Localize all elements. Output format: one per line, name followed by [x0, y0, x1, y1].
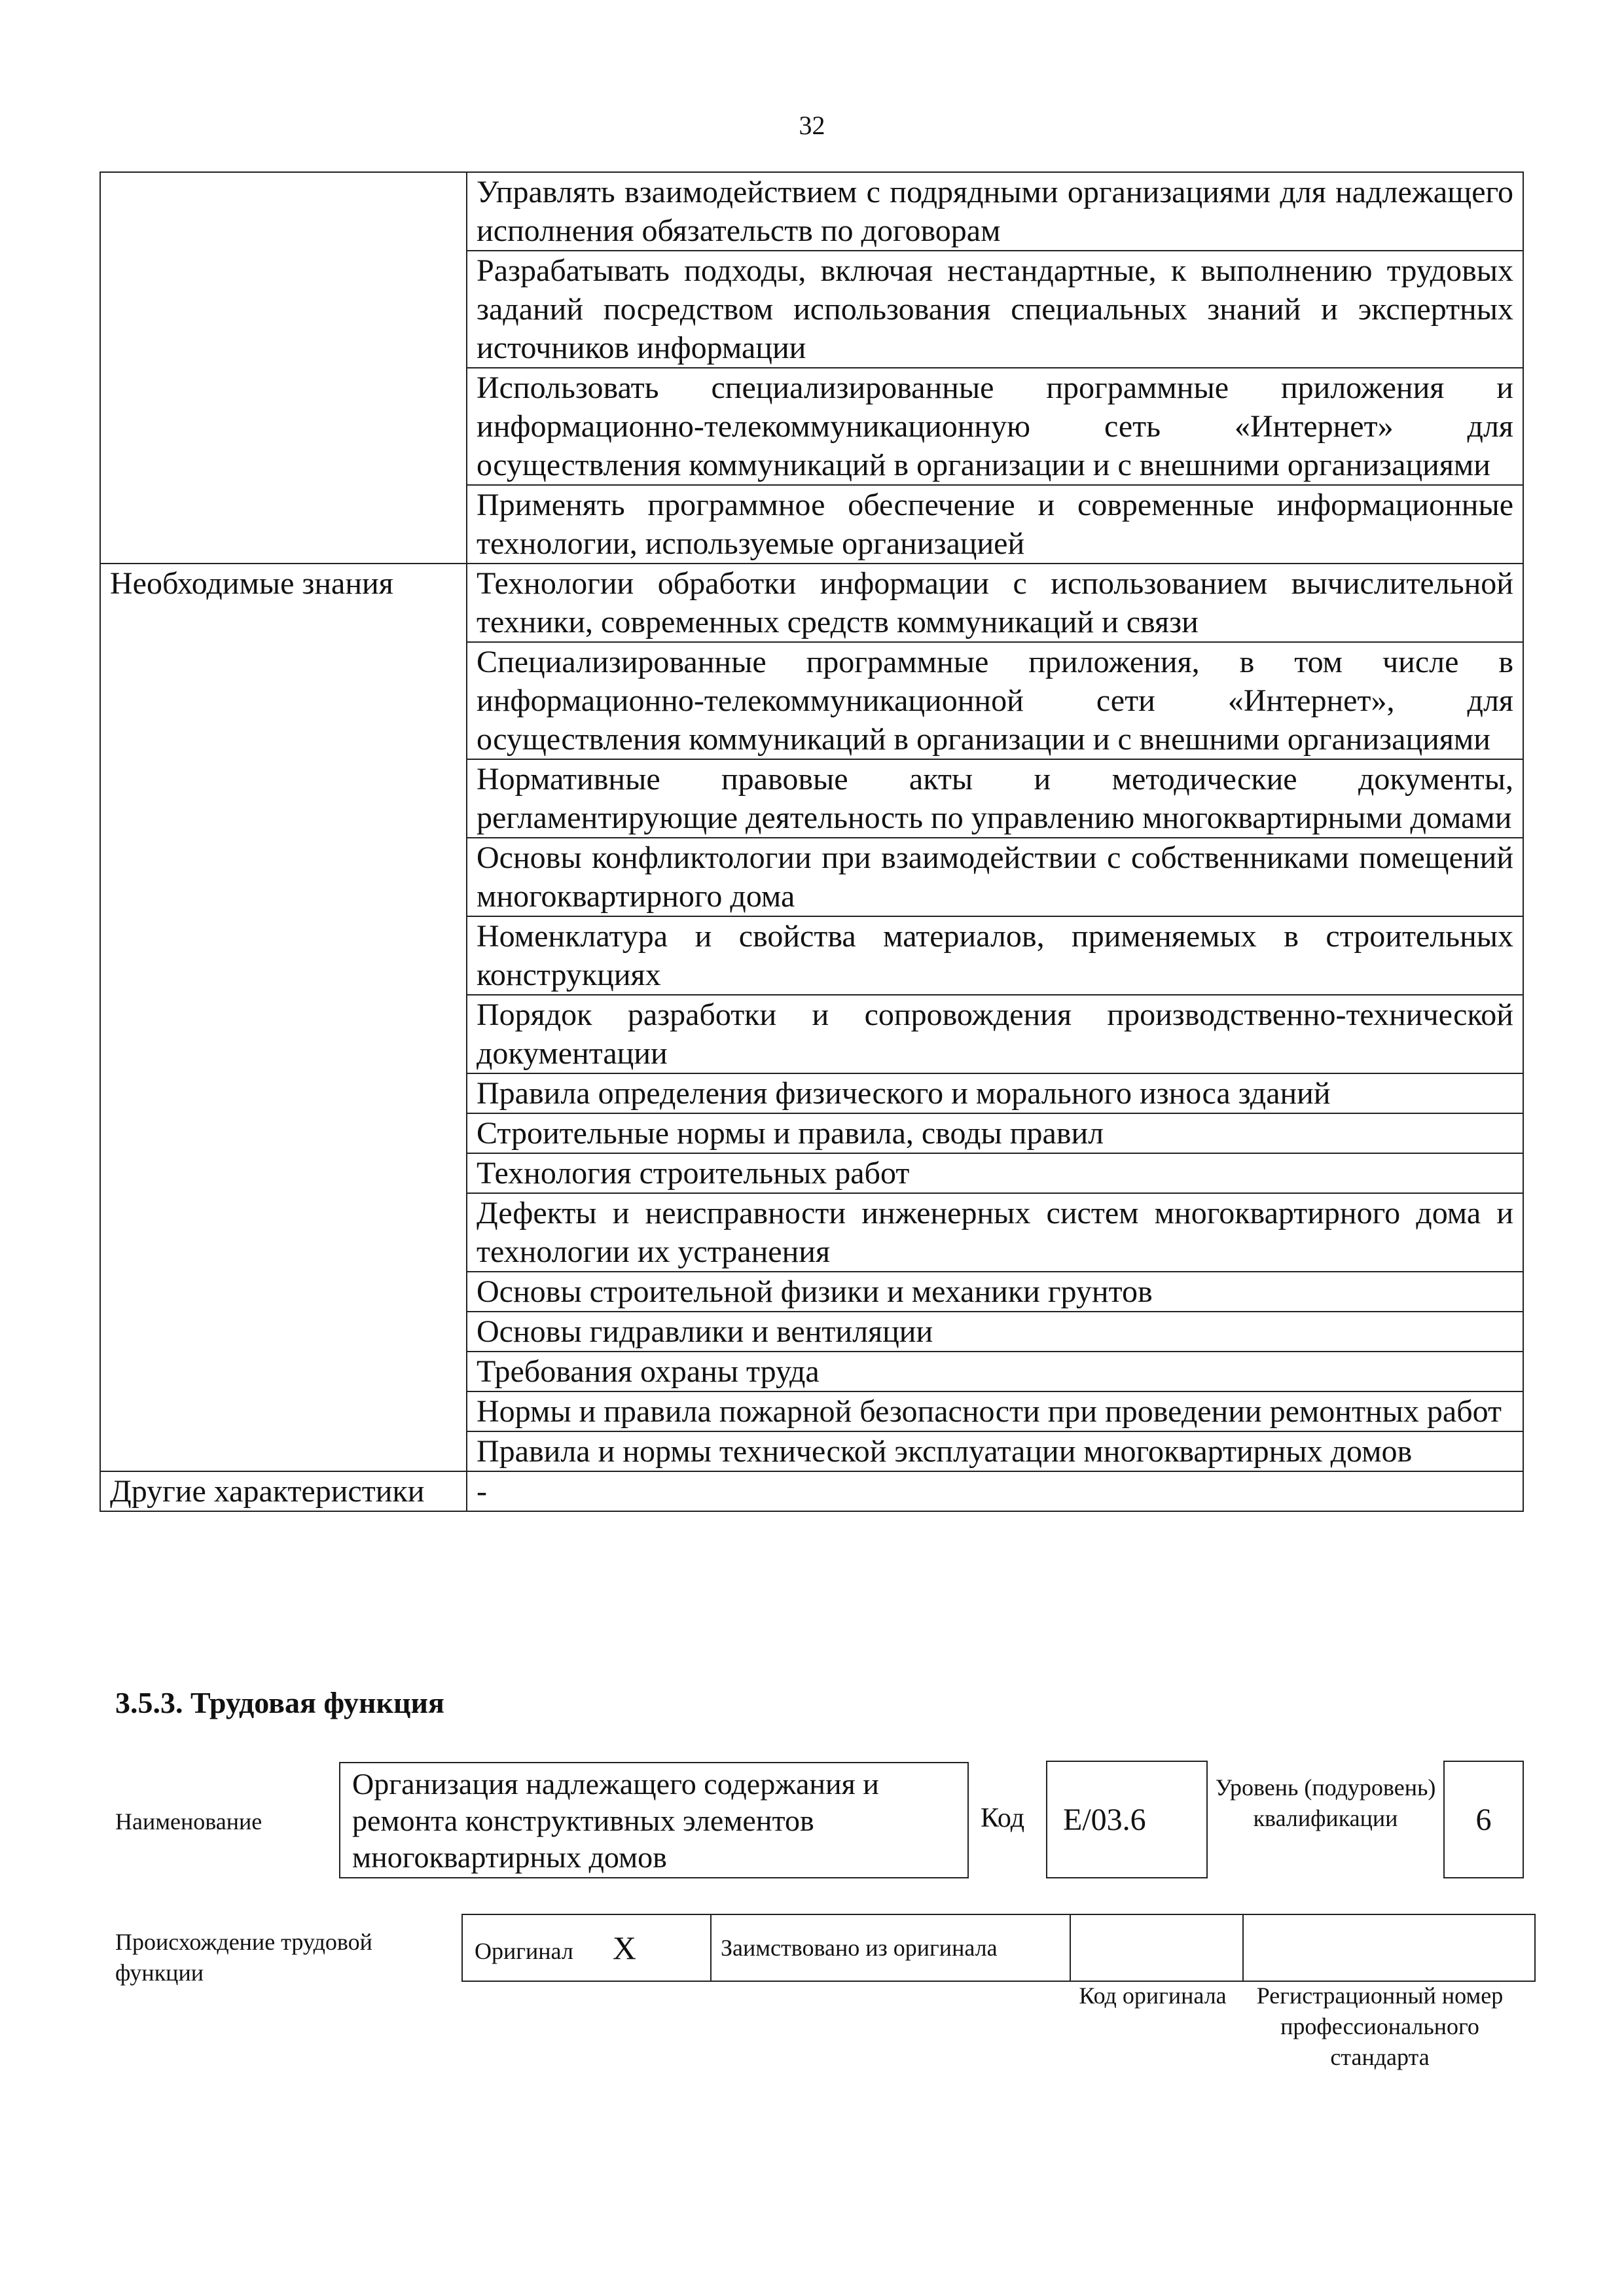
row-text: Технологии обработки информации с использованием вычислительной техники, современных средств коммуникаций и связи: [467, 564, 1523, 642]
row-text: Основы конфликтологии при взаимодействии с собственниками помещений многоквартирного дома: [467, 838, 1523, 916]
row-label: Другие характеристики: [100, 1471, 467, 1511]
reg-number-cell: [1243, 1914, 1535, 1981]
row-text: Управлять взаимодействием с подрядными организациями для надлежащего исполнения обязательств по договорам: [467, 172, 1523, 251]
row-text: Дефекты и неисправности инженерных систем многоквартирного дома и технологии их устранения: [467, 1193, 1523, 1272]
row-text: Специализированные программные приложения, в том числе в информационно-телекоммуникационной сети «Интернет», для осуществления коммуникаций в организации и с внешними организациями: [467, 642, 1523, 759]
table-row: [100, 564, 1523, 642]
requirements-table: [99, 171, 1524, 1512]
row-text: Нормы и правила пожарной безопасности при проведении ремонтных работ: [467, 1391, 1523, 1431]
borrowed-label: Заимствовано из оригинала: [711, 1914, 1070, 1981]
row-text: Порядок разработки и сопровождения производственно-технической документации: [467, 995, 1523, 1073]
row-text: Основы гидравлики и вентиляции: [467, 1312, 1523, 1352]
original-cell: [462, 1914, 711, 1981]
row-text: Использовать специализированные программные приложения и информационно-телекоммуникационную сеть «Интернет» для осуществления коммуникаций в организации и с внешними организациями: [467, 368, 1523, 485]
row-label: [100, 172, 467, 564]
row-text: Технология строительных работ: [467, 1153, 1523, 1193]
level-label: Уровень (подуровень) квалификации: [1215, 1774, 1436, 1831]
row-text: Правила определения физического и морального износа зданий: [467, 1073, 1523, 1113]
page-number: 32: [799, 111, 825, 140]
row-text: -: [467, 1471, 1523, 1511]
row-text: Нормативные правовые акты и методические документы, регламентирующие деятельность по управлению многоквартирными домами: [467, 759, 1523, 838]
row-text: Основы строительной физики и механики грунтов: [467, 1272, 1523, 1312]
row-text: Применять программное обеспечение и современные информационные технологии, используемые организацией: [467, 485, 1523, 564]
origin-label: Происхождение трудовой функции: [115, 1929, 372, 1986]
section-heading: 3.5.3. Трудовая функция: [115, 1686, 444, 1719]
row-text: Правила и нормы технической эксплуатации многоквартирных домов: [467, 1431, 1523, 1471]
original-mark: X: [612, 1929, 636, 1966]
code-original-caption: Код оригинала: [1079, 1982, 1227, 2009]
row-text: Номенклатура и свойства материалов, применяемых в строительных конструкциях: [467, 916, 1523, 995]
level-value: 6: [1443, 1761, 1524, 1878]
code-original-cell: [1070, 1914, 1243, 1981]
naimenovanie-value: Организация надлежащего содержания и ремонта конструктивных элементов многоквартирных домов: [339, 1762, 969, 1878]
row-text: Требования охраны труда: [467, 1352, 1523, 1391]
table-row: [100, 1471, 1523, 1511]
origin-table: [461, 1914, 1536, 1982]
naimenovanie-label: Наименование: [115, 1808, 262, 1835]
row-text: Разрабатывать подходы, включая нестандартные, к выполнению трудовых заданий посредством использования специальных знаний и экспертных источников информации: [467, 251, 1523, 368]
row-label: Необходимые знания: [100, 564, 467, 1471]
kod-value: E/03.6: [1046, 1761, 1208, 1878]
table-row: [100, 172, 1523, 251]
kod-label: Код: [981, 1803, 1025, 1833]
row-text: Строительные нормы и правила, своды правил: [467, 1113, 1523, 1153]
original-label: Оригинал: [475, 1938, 573, 1964]
reg-number-caption: Регистрационный номер профессионального стандарта: [1256, 1982, 1504, 2070]
